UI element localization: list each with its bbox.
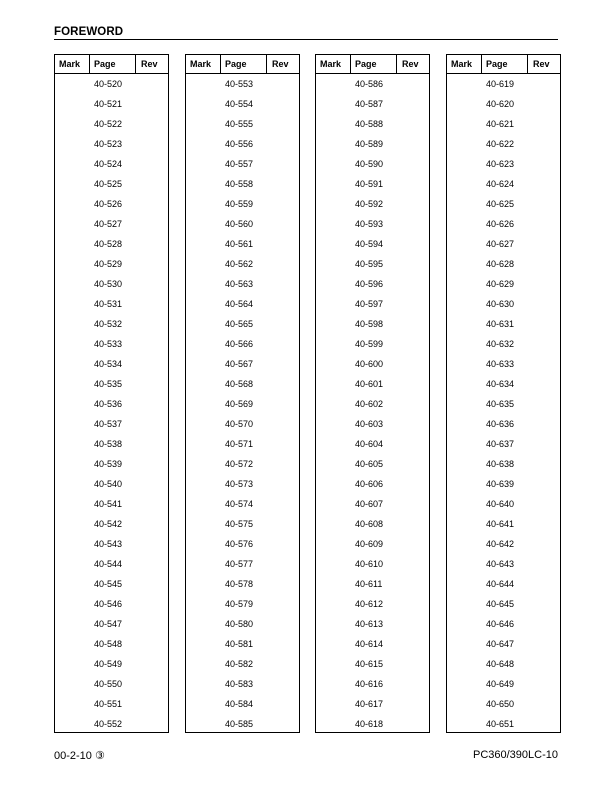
page-cell: 40-612: [355, 599, 384, 609]
page-cell: 40-575: [225, 519, 254, 529]
table-row: [447, 174, 560, 194]
footer-page-number: 00-2-10 ③: [54, 750, 105, 762]
page-cell: 40-608: [355, 519, 384, 529]
table-row: [316, 454, 429, 474]
page-cell: 40-533: [94, 339, 123, 349]
page-cell: 40-624: [486, 179, 515, 189]
table-row: [186, 354, 299, 374]
table-row: [316, 394, 429, 414]
page-cell: 40-606: [355, 479, 384, 489]
table-row: [55, 154, 168, 174]
table-row: [447, 414, 560, 434]
table-row: [316, 114, 429, 134]
page-cell: 40-540: [94, 479, 123, 489]
page-cell: 40-569: [225, 399, 254, 409]
page-cell: 40-530: [94, 279, 123, 289]
table-row: [447, 674, 560, 694]
page-cell: 40-617: [355, 699, 384, 709]
table-row: [55, 334, 168, 354]
table-row: [186, 314, 299, 334]
table-header-row: [447, 55, 560, 74]
table-row: [186, 634, 299, 654]
page-cell: 40-648: [486, 659, 515, 669]
table-row: [186, 254, 299, 274]
page-cell: 40-523: [94, 139, 123, 149]
table-row: [316, 254, 429, 274]
page-cell: 40-627: [486, 239, 515, 249]
table-row: [186, 694, 299, 714]
table-row: [186, 114, 299, 134]
header-page: Page: [486, 59, 508, 69]
table-row: [447, 374, 560, 394]
table-row: [186, 594, 299, 614]
table-row: [55, 234, 168, 254]
table-row: [316, 494, 429, 514]
table-row: [316, 694, 429, 714]
table-row: [316, 274, 429, 294]
table-row: [316, 434, 429, 454]
page-cell: 40-647: [486, 639, 515, 649]
page-cell: 40-610: [355, 559, 384, 569]
header-rev: Rev: [141, 59, 158, 69]
section-title: FOREWORD: [54, 26, 124, 38]
page-cell: 40-596: [355, 279, 384, 289]
header-divider: [350, 55, 351, 74]
table-row: [316, 134, 429, 154]
table-row: [55, 214, 168, 234]
page-cell: 40-621: [486, 119, 515, 129]
page-cell: 40-529: [94, 259, 123, 269]
table-row: [186, 214, 299, 234]
page-cell: 40-578: [225, 579, 254, 589]
page-cell: 40-632: [486, 339, 515, 349]
page-cell: 40-524: [94, 159, 123, 169]
table-row: [447, 234, 560, 254]
page-cell: 40-587: [355, 99, 384, 109]
header-mark: Mark: [451, 59, 473, 69]
page-cell: 40-547: [94, 619, 123, 629]
header-page: Page: [225, 59, 247, 69]
table-row: [316, 474, 429, 494]
table-row: [447, 154, 560, 174]
table-row: [55, 374, 168, 394]
table-row: [447, 394, 560, 414]
table-row: [447, 534, 560, 554]
table-row: [186, 674, 299, 694]
page-cell: 40-634: [486, 379, 515, 389]
table-row: [316, 674, 429, 694]
table-row: [186, 574, 299, 594]
header-divider: [135, 55, 136, 74]
page-cell: 40-614: [355, 639, 384, 649]
page-cell: 40-649: [486, 679, 515, 689]
page-cell: 40-556: [225, 139, 254, 149]
page-cell: 40-603: [355, 419, 384, 429]
page-cell: 40-597: [355, 299, 384, 309]
page-cell: 40-591: [355, 179, 384, 189]
page-cell: 40-581: [225, 639, 254, 649]
table-row: [316, 714, 429, 734]
table-row: [447, 694, 560, 714]
page-cell: 40-566: [225, 339, 254, 349]
table-row: [447, 434, 560, 454]
table-row: [316, 154, 429, 174]
table-row: [316, 514, 429, 534]
page-cell: 40-582: [225, 659, 254, 669]
table-row: [316, 214, 429, 234]
table-row: [55, 294, 168, 314]
table-row: [186, 414, 299, 434]
page-cell: 40-611: [355, 579, 383, 589]
page-cell: 40-623: [486, 159, 515, 169]
table-row: [55, 74, 168, 94]
page-cell: 40-520: [94, 79, 123, 89]
table-row: [186, 534, 299, 554]
page-cell: 40-619: [486, 79, 515, 89]
page-cell: 40-622: [486, 139, 515, 149]
page-cell: 40-552: [94, 719, 123, 729]
table-row: [316, 294, 429, 314]
page-cell: 40-539: [94, 459, 123, 469]
page-cell: 40-535: [94, 379, 123, 389]
page-cell: 40-607: [355, 499, 384, 509]
header-mark: Mark: [190, 59, 212, 69]
page-cell: 40-544: [94, 559, 123, 569]
page-cell: 40-568: [225, 379, 254, 389]
page-cell: 40-543: [94, 539, 123, 549]
page-cell: 40-601: [355, 379, 384, 389]
page-cell: 40-602: [355, 399, 384, 409]
page-cell: 40-532: [94, 319, 123, 329]
header-page: Page: [94, 59, 116, 69]
table-row: [186, 74, 299, 94]
page-cell: 40-589: [355, 139, 384, 149]
table-row: [186, 614, 299, 634]
table-row: [316, 414, 429, 434]
table-row: [447, 134, 560, 154]
table-row: [447, 454, 560, 474]
revision-table-3: [315, 54, 430, 733]
table-row: [55, 634, 168, 654]
page-cell: 40-558: [225, 179, 254, 189]
page-cell: 40-542: [94, 519, 123, 529]
table-row: [55, 594, 168, 614]
page-cell: 40-541: [94, 499, 123, 509]
page-cell: 40-625: [486, 199, 515, 209]
table-row: [316, 554, 429, 574]
table-row: [447, 254, 560, 274]
header-mark: Mark: [320, 59, 342, 69]
table-row: [447, 74, 560, 94]
page-cell: 40-641: [486, 519, 515, 529]
table-row: [186, 234, 299, 254]
table-row: [186, 554, 299, 574]
page-cell: 40-537: [94, 419, 123, 429]
table-row: [186, 514, 299, 534]
page-cell: 40-616: [355, 679, 384, 689]
page-cell: 40-618: [355, 719, 384, 729]
table-row: [447, 94, 560, 114]
page-cell: 40-590: [355, 159, 384, 169]
table-row: [447, 334, 560, 354]
page-cell: 40-620: [486, 99, 515, 109]
table-row: [186, 174, 299, 194]
table-row: [55, 694, 168, 714]
page-cell: 40-650: [486, 699, 515, 709]
table-row: [186, 294, 299, 314]
page-cell: 40-526: [94, 199, 123, 209]
page-cell: 40-580: [225, 619, 254, 629]
page-cell: 40-583: [225, 679, 254, 689]
table-row: [316, 334, 429, 354]
page-cell: 40-534: [94, 359, 123, 369]
table-row: [316, 174, 429, 194]
page-cell: 40-644: [486, 579, 515, 589]
page-cell: 40-522: [94, 119, 123, 129]
table-row: [55, 494, 168, 514]
table-row: [55, 134, 168, 154]
table-row: [186, 94, 299, 114]
table-row: [55, 534, 168, 554]
page-cell: 40-598: [355, 319, 384, 329]
table-row: [55, 474, 168, 494]
table-row: [316, 194, 429, 214]
table-row: [186, 434, 299, 454]
page-cell: 40-638: [486, 459, 515, 469]
header-divider: [481, 55, 482, 74]
revision-table-1: [54, 54, 169, 733]
page-cell: 40-528: [94, 239, 123, 249]
table-row: [316, 314, 429, 334]
table-header-row: [316, 55, 429, 74]
page-cell: 40-628: [486, 259, 515, 269]
table-row: [55, 514, 168, 534]
page-cell: 40-651: [486, 719, 515, 729]
page-cell: 40-561: [225, 239, 254, 249]
page-cell: 40-605: [355, 459, 384, 469]
table-row: [186, 454, 299, 474]
table-row: [447, 354, 560, 374]
page-cell: 40-559: [225, 199, 254, 209]
table-row: [186, 494, 299, 514]
page-cell: 40-613: [355, 619, 384, 629]
table-row: [186, 274, 299, 294]
table-row: [447, 474, 560, 494]
page-cell: 40-545: [94, 579, 123, 589]
page-cell: 40-585: [225, 719, 254, 729]
table-row: [55, 174, 168, 194]
page-cell: 40-635: [486, 399, 515, 409]
page-cell: 40-551: [94, 699, 123, 709]
table-row: [316, 534, 429, 554]
page-cell: 40-549: [94, 659, 123, 669]
table-row: [316, 354, 429, 374]
page-cell: 40-646: [486, 619, 515, 629]
page-cell: 40-525: [94, 179, 123, 189]
table-row: [55, 194, 168, 214]
page-cell: 40-636: [486, 419, 515, 429]
page-cell: 40-599: [355, 339, 384, 349]
table-row: [316, 94, 429, 114]
page-cell: 40-642: [486, 539, 515, 549]
header-rev: Rev: [402, 59, 419, 69]
table-row: [55, 434, 168, 454]
table-row: [447, 274, 560, 294]
table-row: [55, 414, 168, 434]
page-cell: 40-633: [486, 359, 515, 369]
table-row: [316, 634, 429, 654]
table-row: [55, 454, 168, 474]
table-row: [55, 574, 168, 594]
page-cell: 40-563: [225, 279, 254, 289]
page-cell: 40-577: [225, 559, 254, 569]
table-row: [447, 554, 560, 574]
table-row: [447, 614, 560, 634]
page-cell: 40-562: [225, 259, 254, 269]
table-row: [55, 714, 168, 734]
page-cell: 40-639: [486, 479, 515, 489]
page-cell: 40-594: [355, 239, 384, 249]
page-cell: 40-554: [225, 99, 254, 109]
page-cell: 40-555: [225, 119, 254, 129]
header-divider: [396, 55, 397, 74]
page-cell: 40-538: [94, 439, 123, 449]
table-row: [316, 574, 429, 594]
table-row: [447, 194, 560, 214]
table-row: [447, 314, 560, 334]
table-row: [186, 654, 299, 674]
table-row: [447, 714, 560, 734]
page-cell: 40-645: [486, 599, 515, 609]
table-row: [186, 194, 299, 214]
page-cell: 40-640: [486, 499, 515, 509]
table-row: [186, 394, 299, 414]
page-cell: 40-564: [225, 299, 254, 309]
table-header-row: [186, 55, 299, 74]
page-cell: 40-548: [94, 639, 123, 649]
table-row: [55, 354, 168, 374]
header-rev: Rev: [272, 59, 289, 69]
table-row: [447, 514, 560, 534]
page-cell: 40-586: [355, 79, 384, 89]
table-row: [447, 114, 560, 134]
page-cell: 40-560: [225, 219, 254, 229]
page-cell: 40-557: [225, 159, 254, 169]
page-cell: 40-593: [355, 219, 384, 229]
table-row: [316, 374, 429, 394]
revision-table-4: [446, 54, 561, 733]
table-row: [316, 74, 429, 94]
header-divider: [266, 55, 267, 74]
table-row: [186, 154, 299, 174]
table-row: [186, 334, 299, 354]
table-row: [55, 254, 168, 274]
page-cell: 40-550: [94, 679, 123, 689]
table-row: [316, 594, 429, 614]
table-row: [55, 554, 168, 574]
page-cell: 40-531: [94, 299, 123, 309]
table-row: [55, 314, 168, 334]
page-cell: 40-629: [486, 279, 515, 289]
page-cell: 40-592: [355, 199, 384, 209]
table-row: [186, 374, 299, 394]
page-cell: 40-521: [94, 99, 123, 109]
page-cell: 40-527: [94, 219, 123, 229]
page-cell: 40-643: [486, 559, 515, 569]
table-header-row: [55, 55, 168, 74]
header-divider: [89, 55, 90, 74]
header-mark: Mark: [59, 59, 81, 69]
page-cell: 40-572: [225, 459, 254, 469]
page-cell: 40-609: [355, 539, 384, 549]
page-cell: 40-604: [355, 439, 384, 449]
table-row: [55, 94, 168, 114]
header-divider: [220, 55, 221, 74]
table-row: [186, 714, 299, 734]
page-cell: 40-576: [225, 539, 254, 549]
page-cell: 40-631: [486, 319, 515, 329]
revision-table-2: [185, 54, 300, 733]
header-rev: Rev: [533, 59, 550, 69]
table-row: [447, 594, 560, 614]
table-row: [447, 214, 560, 234]
table-row: [447, 654, 560, 674]
table-row: [55, 114, 168, 134]
page-cell: 40-630: [486, 299, 515, 309]
table-row: [55, 654, 168, 674]
page-cell: 40-615: [355, 659, 384, 669]
page-cell: 40-588: [355, 119, 384, 129]
page-cell: 40-600: [355, 359, 384, 369]
table-row: [55, 614, 168, 634]
table-row: [186, 474, 299, 494]
table-row: [447, 574, 560, 594]
table-row: [55, 674, 168, 694]
page-cell: 40-595: [355, 259, 384, 269]
footer-model: PC360/390LC-10: [472, 749, 558, 761]
table-row: [55, 394, 168, 414]
table-row: [316, 234, 429, 254]
table-row: [447, 294, 560, 314]
table-row: [316, 654, 429, 674]
header-divider: [527, 55, 528, 74]
page-cell: 40-579: [225, 599, 254, 609]
table-row: [55, 274, 168, 294]
table-row: [447, 494, 560, 514]
page-cell: 40-574: [225, 499, 254, 509]
page-cell: 40-637: [486, 439, 515, 449]
page-cell: 40-553: [225, 79, 254, 89]
title-rule: [54, 39, 558, 40]
table-row: [447, 634, 560, 654]
page-cell: 40-584: [225, 699, 254, 709]
page-cell: 40-573: [225, 479, 254, 489]
header-page: Page: [355, 59, 377, 69]
page-cell: 40-626: [486, 219, 515, 229]
page-cell: 40-536: [94, 399, 123, 409]
page-cell: 40-565: [225, 319, 254, 329]
page-cell: 40-567: [225, 359, 254, 369]
table-row: [186, 134, 299, 154]
page-cell: 40-571: [225, 439, 254, 449]
table-row: [316, 614, 429, 634]
page-cell: 40-570: [225, 419, 254, 429]
page-cell: 40-546: [94, 599, 123, 609]
